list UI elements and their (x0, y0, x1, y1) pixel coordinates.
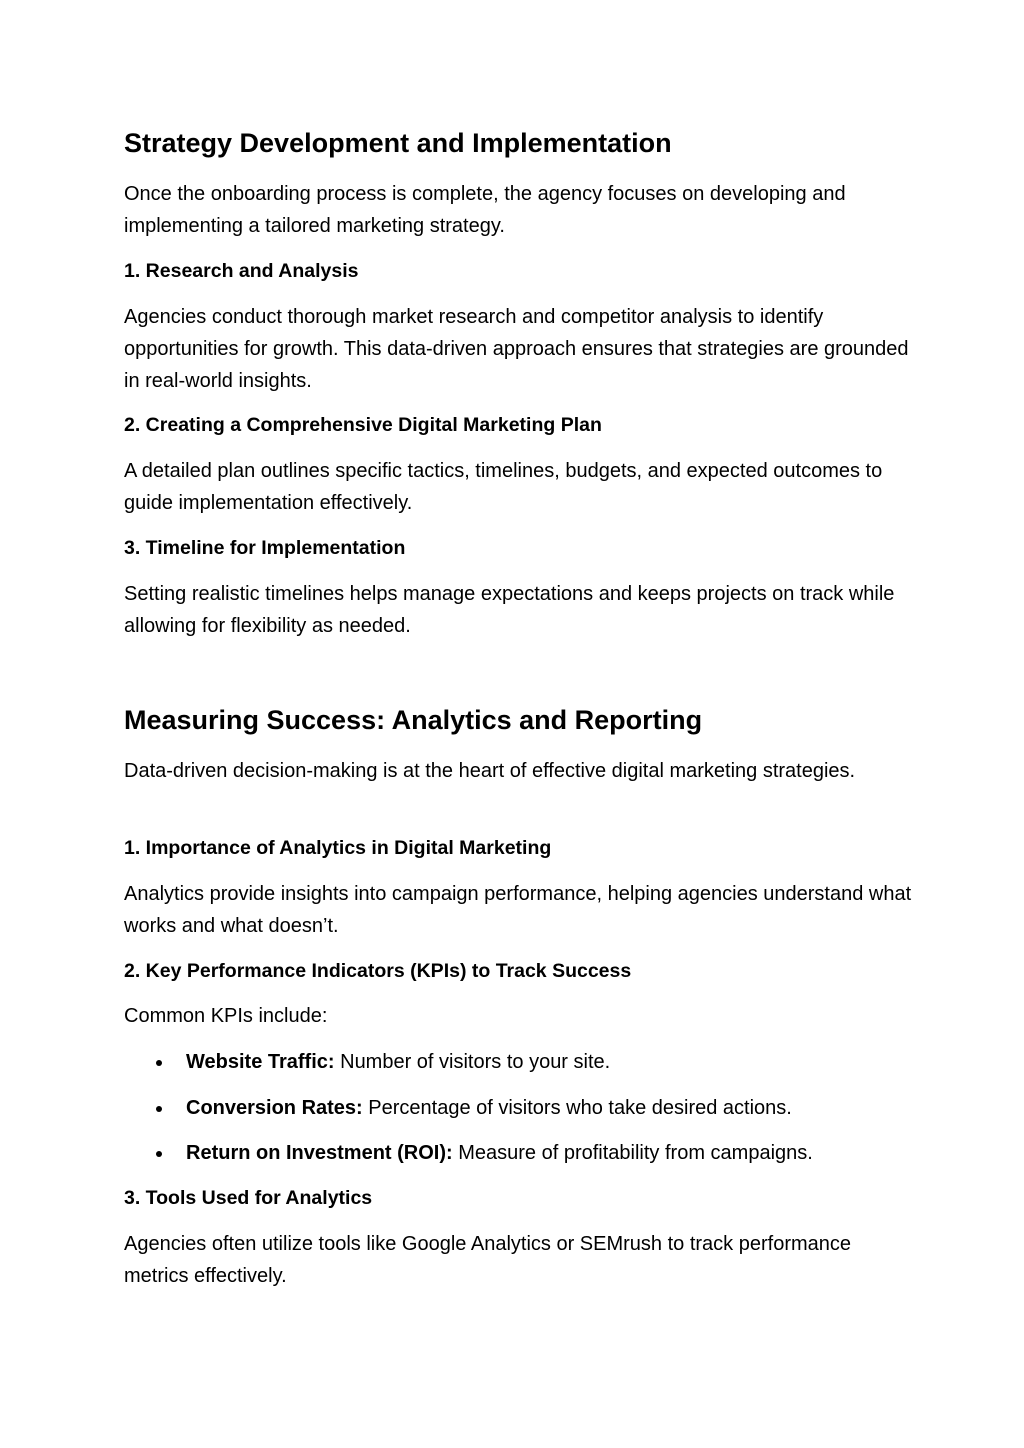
subheading-importance: 1. Importance of Analytics in Digital Marketing (124, 837, 552, 859)
paragraph-tools: Agencies often utilize tools like Google Analytics or SEMrush to track performance metrics effectively. (124, 1233, 852, 1287)
paragraph-plan: A detailed plan outlines specific tactics, timelines, budgets, and expected outcomes to guide implementation effectively. (124, 460, 883, 514)
bullet-icon (156, 1151, 162, 1157)
kpi-desc: Number of visitors to your site. (334, 1051, 611, 1073)
section-title-strategy: Strategy Development and Implementation (124, 128, 672, 158)
kpi-term: Return on Investment (ROI): (186, 1142, 453, 1164)
subheading-timeline: 3. Timeline for Implementation (124, 537, 406, 559)
paragraph-research: Agencies conduct thorough market research and competitor analysis to identify opportunities for growth. This data-driven approach ensures that strategies are grounded in real-world insights. (124, 306, 909, 392)
kpi-desc: Percentage of visitors who take desired actions. (362, 1097, 792, 1119)
kpi-desc: Measure of profitability from campaigns. (452, 1142, 813, 1164)
bullet-icon (156, 1060, 162, 1066)
subheading-plan: 2. Creating a Comprehensive Digital Marketing Plan (124, 414, 602, 436)
subheading-research: 1. Research and Analysis (124, 260, 359, 282)
paragraph-kpis: Common KPIs include: (124, 1005, 328, 1027)
paragraph-importance: Analytics provide insights into campaign performance, helping agencies understand what works and what doesn’t. (124, 883, 912, 937)
list-item-text (186, 1046, 610, 1078)
section-title-measuring: Measuring Success: Analytics and Reporting (124, 705, 703, 735)
section-intro-strategy: Once the onboarding process is complete, the agency focuses on developing and implementing a tailored marketing strategy. (124, 183, 846, 237)
subheading-kpis: 2. Key Performance Indicators (KPIs) to Track Success (124, 960, 632, 982)
bullet-icon (156, 1106, 162, 1112)
list-item-text (186, 1137, 813, 1169)
kpi-term: Conversion Rates: (186, 1097, 363, 1119)
section-intro-measuring: Data-driven decision-making is at the heart of effective digital marketing strategies. (124, 760, 856, 782)
kpi-term: Website Traffic: (186, 1051, 335, 1073)
list-item-text (186, 1092, 792, 1124)
paragraph-timeline: Setting realistic timelines helps manage expectations and keeps projects on track while allowing for flexibility as needed. (124, 583, 895, 637)
subheading-tools: 3. Tools Used for Analytics (124, 1187, 373, 1209)
